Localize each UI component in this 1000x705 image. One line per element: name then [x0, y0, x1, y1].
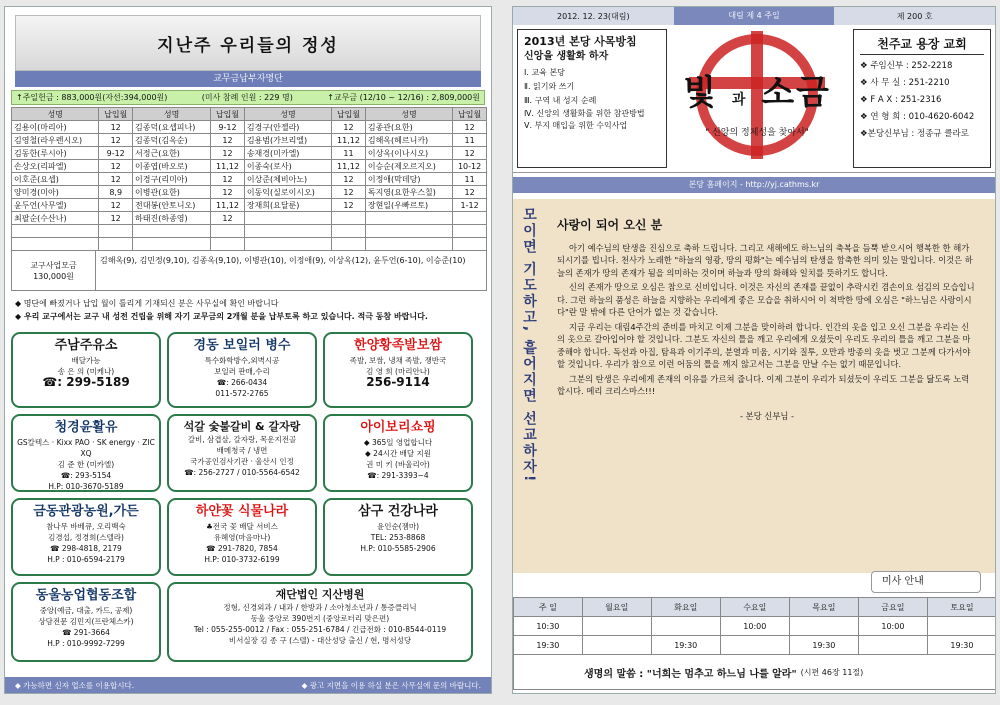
table-cell: 전대봉(안토니오): [133, 199, 211, 212]
bulletin-header: [513, 25, 995, 173]
ad-line: 상담전문 김민지(프란체스카): [38, 617, 134, 626]
table-cell: 송재경(미카엘): [244, 147, 331, 160]
table-cell: 12: [332, 173, 366, 186]
ad-card: [167, 332, 317, 408]
ad-line: 윤인순(젬마): [376, 522, 420, 531]
column-header: 성명: [133, 108, 211, 121]
ad-card: [167, 498, 317, 576]
policy-item: Ⅴ. 부지 매입을 위한 수익사업: [524, 121, 628, 130]
pastor-message-panel: [513, 199, 996, 573]
ad-line: 보일러 판매,수리: [214, 367, 270, 376]
table-cell: 9-12: [211, 121, 245, 134]
column-header: 납입월: [211, 108, 245, 121]
ad-line: ◆ 24시간 배달 지원: [365, 449, 431, 458]
ad-line: GS칼텍스 · Kixx PAO · SK energy · ZIC XQ: [17, 438, 155, 458]
message-paragraph: 그분의 탄생은 우리에게 존재의 이유를 가르쳐 줍니다. 이제 그분이 우리가 되셨듯이 우리도 그분을 닮도록 노력합시다. 메리 크리스마스!!!: [557, 373, 970, 396]
table-cell: 김종덕(김옥순): [133, 134, 211, 147]
table-cell: 9-12: [99, 147, 133, 160]
day-header: 화요일: [651, 598, 720, 617]
table-cell: [244, 238, 331, 251]
mass-time: [789, 617, 858, 636]
column-header: 납입월: [99, 108, 133, 121]
table-cell: 김용이(마리아): [12, 121, 99, 134]
mass-time: 19:30: [789, 636, 858, 655]
mass-row: [514, 636, 997, 655]
ad-business-name: 하얀꽃 식물나라: [195, 504, 289, 519]
issue-date: 2012. 12. 23(대림): [557, 11, 630, 21]
mass-time: 19:30: [651, 636, 720, 655]
table-cell: [99, 225, 133, 238]
contact-phone: ❖ 연 형 희 : 010-4620-6042: [860, 112, 975, 122]
table-cell: 11: [453, 134, 487, 147]
table-row: [12, 225, 487, 238]
logo-motto: " 신앙의 정체성을 찾아서": [705, 128, 809, 138]
ad-line: 유혜영(마음마나): [213, 533, 271, 542]
policy-subtitle: 신앙을 생활화 하자: [524, 51, 609, 62]
ad-line: 011-572-2765: [215, 389, 269, 398]
ad-card: [11, 414, 161, 492]
offering-subtitle: 교무금납부자명단: [15, 71, 481, 87]
ad-line: 참나무 바베큐, 오리백숙: [46, 522, 126, 531]
day-header: 주 일: [514, 598, 583, 617]
ad-line: Tel : 055-255-0012 / Fax : 055-251-6784 / 긴급전화 : 010-8544-0119: [193, 625, 447, 634]
policy-item: Ⅲ. 구역 내 성지 순례: [524, 96, 597, 105]
table-cell: 11,12: [332, 160, 366, 173]
table-cell: 김종덕(요셉피나): [133, 121, 211, 134]
column-header: 납입월: [453, 108, 487, 121]
ad-card: [323, 414, 473, 492]
word-text: 생명의 말씀 : "너희는 멈추고 하느님 나를 알라": [584, 668, 797, 680]
table-cell: 김영철(라우렌시오): [12, 134, 99, 147]
ad-card: [11, 498, 161, 576]
ad-line: 갈비, 삼겹살, 갈자랑, 목운지전골: [187, 435, 297, 444]
table-cell: 12: [453, 121, 487, 134]
table-row: [12, 121, 487, 134]
message-paragraph: 아기 예수님의 탄생을 진심으로 축하 드립니다. 그리고 새해에도 하느님의 축복을 듬뿍 받으시어 행복한 한 해가 되시기를 빕니다. 천사가 노래한 "하늘의 영광, 땅의 평화"는 예수님의 탄생을 함축한 의미 있는 말입니다. 이것은 하늘의 존재가 땅의 존재가 됨을 의미하는 것이며 하늘과 땅의 화해와 일치를 뜻하기도 합니다.: [557, 242, 973, 278]
ad-card: [11, 332, 161, 408]
table-cell: 이호준(요셉): [12, 173, 99, 186]
vertical-slogan: 모이면 기도하고, 흩어지면 선교하자!: [521, 207, 537, 484]
ad-business-name: 금동관광농원,가든: [33, 504, 139, 519]
ad-line: ☎: 293-5154: [60, 471, 112, 480]
table-cell: 12: [332, 186, 366, 199]
table-cell: [332, 225, 366, 238]
left-footer: [5, 677, 491, 693]
table-row: [12, 238, 487, 251]
ad-line: 256-9114: [366, 375, 430, 389]
table-cell: 12: [211, 134, 245, 147]
church-info-box: [853, 29, 991, 168]
ad-line: 배달가능: [71, 356, 101, 365]
mass-time: [651, 617, 720, 636]
table-cell: [211, 238, 245, 251]
fund-label: 교구사업모금: [30, 260, 77, 270]
tithe-total: ↑교무금 (12/10 ~ 12/16) : 2,809,000원: [327, 93, 480, 102]
table-cell: 최팔순(수산나): [12, 212, 99, 225]
ad-line: ☎ 298-4818, 2179: [50, 544, 122, 553]
ad-card: [167, 582, 473, 662]
day-header: 월요일: [582, 598, 651, 617]
pastor-message: [557, 219, 977, 422]
table-cell: 11: [453, 173, 487, 186]
table-cell: [453, 225, 487, 238]
mass-time: 19:30: [927, 636, 996, 655]
table-cell: [133, 225, 211, 238]
ad-line: 정형, 신경외과 / 내과 / 한방과 / 소아청소년과 / 통증클리닉: [223, 603, 417, 612]
tithe-table: [11, 107, 487, 251]
issue-bar: [513, 7, 995, 25]
mass-time: 10:00: [720, 617, 789, 636]
table-cell: 12: [332, 199, 366, 212]
table-row: [12, 199, 487, 212]
table-cell: 이동익(실로이시오): [244, 186, 331, 199]
ad-line: H.P: 010-3670-5189: [48, 482, 124, 491]
ad-line: ♣전국 꽃 배달 서비스: [206, 522, 278, 531]
ad-business-name: 한양황족발보쌈: [354, 338, 442, 353]
table-cell: [211, 225, 245, 238]
table-cell: 이종엽(바오로): [133, 160, 211, 173]
ad-card: [323, 332, 473, 408]
table-cell: 독지영(요한우스칠): [365, 186, 452, 199]
table-cell: 이경구(리미아): [133, 173, 211, 186]
diocese-fund-row: [11, 251, 487, 291]
table-cell: 이승순(제오르지오): [365, 160, 452, 173]
table-cell: 12: [99, 199, 133, 212]
ad-business-name: 경동 보일러 병수: [193, 338, 291, 353]
column-header: 성명: [244, 108, 331, 121]
table-cell: [365, 225, 452, 238]
ad-line: ☎: 256-2727 / 010-5564-6542: [184, 468, 300, 477]
logo-light: 빛: [683, 73, 718, 113]
offering-summary: [11, 90, 485, 105]
ad-line: ◆ 365일 영업합니다: [363, 438, 433, 447]
issue-number: 제 200 호: [896, 11, 933, 21]
table-cell: 서정근(요한): [133, 147, 211, 160]
ad-business-name: 삼구 건강나라: [358, 504, 438, 519]
homepage-link[interactable]: 본당 홈페이지 - http://yj.cathms.kr: [513, 177, 995, 193]
table-cell: 양미경(미아): [12, 186, 99, 199]
table-cell: 12: [99, 121, 133, 134]
right-page: [512, 6, 996, 694]
ad-line: 특수화학방수,외벽시공: [204, 356, 280, 365]
ad-line: H.P: 010-5585-2906: [360, 544, 436, 553]
table-cell: 하태진(하종영): [133, 212, 211, 225]
table-cell: 김동한(루시아): [12, 147, 99, 160]
note-building: ◆ 우리 교구에서는 교구 내 성전 건립을 위해 자기 교무금의 2개월 분을 납부토록 하고 있습니다. 적극 동참 바랍니다.: [15, 312, 428, 321]
sunday-offering-total: ↑주일헌금 : 883,000원(자선:394,000원): [16, 93, 168, 102]
table-cell: [453, 238, 487, 251]
table-cell: 장현일(우빠르토): [365, 199, 452, 212]
ad-line: 중앙(예금, 대출, 카드, 공제): [39, 606, 133, 615]
table-cell: 김해옥(헤르니카): [365, 134, 452, 147]
ad-card: [167, 414, 317, 492]
logo-salt: 소금: [761, 73, 831, 113]
table-cell: 장재희(요달룬): [244, 199, 331, 212]
table-cell: 이상옥(이나시오): [365, 147, 452, 160]
table-row: [12, 147, 487, 160]
ad-line: 국가공인검사기관 · 울산시 인정: [190, 457, 294, 466]
mass-time: [720, 636, 789, 655]
mass-time: 10:30: [514, 617, 583, 636]
ad-business-name: 재단법인 지산병원: [275, 588, 365, 601]
message-title: 사랑이 되어 오신 분: [557, 218, 663, 232]
table-cell: [332, 238, 366, 251]
ad-grid: [11, 332, 487, 662]
policy-item: Ⅱ. 읽기와 쓰기: [524, 82, 575, 91]
table-cell: [244, 212, 331, 225]
table-cell: 이종숙(로사): [244, 160, 331, 173]
table-cell: 손상오(리파엘): [12, 160, 99, 173]
table-cell: [365, 212, 452, 225]
office-phone: ❖ 사 무 실 : 251-2210: [860, 78, 950, 88]
table-cell: 김종관(요한): [365, 121, 452, 134]
ad-line: H.P : 010-6594-2179: [47, 555, 125, 564]
ad-business-name: 아이보리쇼핑: [360, 420, 436, 435]
ad-line: 김경섭, 정경희(스텔라): [48, 533, 124, 542]
word-of-life: [513, 654, 996, 690]
table-cell: 12: [99, 173, 133, 186]
mass-schedule-table: [513, 597, 996, 655]
ad-line: ☎ 291-3664: [62, 628, 110, 637]
table-cell: 12: [211, 186, 245, 199]
table-cell: 김경구(안젤라): [244, 121, 331, 134]
ad-business-name: 주남주유소: [54, 338, 118, 353]
ad-line: ☎: 291-3393~4: [367, 471, 429, 480]
table-row: [12, 134, 487, 147]
ad-line: ☎: 266-0434: [216, 378, 268, 387]
table-cell: 윤두언(사무엘): [12, 199, 99, 212]
ad-line: 김 영 희 (마리안나): [366, 367, 430, 376]
table-row: [12, 186, 487, 199]
day-header: 수요일: [720, 598, 789, 617]
mass-time: [927, 617, 996, 636]
fund-amount: 130,000원: [33, 271, 74, 281]
table-row: [12, 160, 487, 173]
fax-number: ❖ F A X : 251-2316: [860, 95, 942, 105]
mass-row: [514, 617, 997, 636]
notes: [15, 297, 481, 323]
table-cell: 12: [211, 212, 245, 225]
word-reference: (시편 46장 11절): [800, 667, 864, 677]
note-correction: ◆ 명단에 빠졌거나 납입 월이 틀리게 기재되신 분은 사무실에 확인 바랍니다: [15, 299, 279, 308]
ad-card: [11, 582, 161, 662]
policy-title: 2013년 본당 사목방침: [524, 35, 637, 48]
logo-and: 과: [731, 92, 748, 108]
policy-item: Ⅳ. 신앙의 생활화를 위한 참관방법: [524, 109, 645, 118]
ad-line: ☎: 299-5189: [42, 375, 130, 389]
mass-time: 10:00: [858, 617, 927, 636]
ad-line: 배메청국 / 냉면: [216, 446, 268, 455]
mass-time: 19:30: [514, 636, 583, 655]
left-page: [4, 6, 492, 694]
table-cell: 12: [99, 212, 133, 225]
policy-item: Ⅰ. 교육 본당: [524, 68, 565, 77]
table-cell: [99, 238, 133, 251]
ad-line: 동울 중앙로 390번지 (중앙로터리 맞은편): [250, 614, 390, 623]
table-cell: [453, 212, 487, 225]
ad-business-name: 청경윤활유: [54, 420, 118, 435]
table-cell: [244, 225, 331, 238]
assistant-priest: ❖본당신부님 : 정종규 클라로: [860, 129, 969, 139]
mass-time: [858, 636, 927, 655]
table-cell: 8,9: [99, 186, 133, 199]
mass-schedule-label: 미사 안내: [871, 571, 981, 593]
table-cell: 12: [99, 134, 133, 147]
table-cell: [12, 238, 99, 251]
ad-line: 족발, 보쌈, 냉채 족발, 쟁반국: [349, 356, 447, 365]
footer-note-right: ◆ 광고 지면을 이용 하실 분은 사무실에 문의 바랍니다.: [301, 680, 481, 690]
ad-line: ☎ 291-7820, 7854: [206, 544, 278, 553]
ad-line: 비서실장 김 종 구 (스텔) - 대산성당 출신 / 현, 명서성당: [228, 636, 412, 645]
day-header: 토요일: [927, 598, 996, 617]
ad-line: TEL: 253-8868: [370, 533, 426, 542]
table-cell: 12: [453, 147, 487, 160]
message-paragraph: 신의 존재가 땅으로 오심은 참으로 신비입니다. 이것은 자신의 존재를 끝없이 추락시킨 겸손이요 섬김의 모습입니다. 그런 하늘의 품성은 하늘을 지향하는 우리에게 좋은 모습을 취하시어 이 척박한 땅에 오심은 "하느님은 사랑이시다"란 말 밖에 다른 단어가 없는 것 같습니다.: [557, 282, 975, 317]
table-cell: 김용범(가브리엘): [244, 134, 331, 147]
pastoral-policy-box: [517, 29, 667, 168]
column-header: 성명: [12, 108, 99, 121]
table-cell: 12: [453, 186, 487, 199]
church-name: 천주교 용장 교회: [860, 34, 984, 55]
message-signature: - 본당 신부님 -: [740, 410, 794, 421]
pastor-phone: ❖ 주임신부 : 252-2218: [860, 61, 953, 71]
ad-card: [323, 498, 473, 576]
day-header: 목요일: [789, 598, 858, 617]
column-header: 납입월: [332, 108, 366, 121]
table-cell: 1-12: [453, 199, 487, 212]
table-row: [12, 212, 487, 225]
message-paragraph: 지금 우리는 대림4주간의 준비를 마치고 이제 그분을 맞이하려 합니다. 인간의 옷을 입고 오신 그분을 우리는 신의 옷으로 갈아입어야 할 것입니다. 그분도 자신의 틀을 깨고 우리에게 오셨듯이 우리도 우리의 틀을 깨고 그분을 마중해야 합니다. 독선과 아집, 탐욕과 이기주의, 분열과 미움, 시기와 질투, 오만과 방종의 옷을 벗고 그분께 다가서야 할 것입니다. 우리가 참으로 이런 어둠의 틀을 깨지 않고서는 그분을 만날 수는 없기 때문입니다.: [557, 321, 971, 369]
ad-business-name: 동울농업협동조합: [35, 588, 137, 603]
fund-donors: 김해옥(9), 김민정(9,10), 김종옥(9,10), 이병관(10), 이정애(9), 이상옥(12), 윤두언(6-10), 이승준(10): [100, 256, 466, 265]
table-cell: 이병관(요한): [133, 186, 211, 199]
ad-line: H.P : 010-9992-7299: [47, 639, 125, 648]
table-cell: 12: [211, 147, 245, 160]
table-cell: [365, 238, 452, 251]
table-cell: 11,12: [211, 160, 245, 173]
table-cell: [133, 238, 211, 251]
table-cell: 이정애(막데당): [365, 173, 452, 186]
footer-note-left: ◆ 가능하면 신자 업소를 이용합시다.: [15, 680, 135, 690]
table-cell: 이상준(체비아노): [244, 173, 331, 186]
ad-business-name: 석갈 숯불갈비 & 갈자랑: [183, 420, 301, 433]
offering-title: 지난주 우리들의 정성: [15, 15, 481, 71]
ad-line: H.P: 010-3732-6199: [204, 555, 280, 564]
ad-line: 송 은 의 (미케나): [57, 367, 115, 376]
ad-line: 권 미 키 (바울리아): [366, 460, 430, 469]
mass-attendance-count: (미사 참례 인원 : 229 명): [201, 93, 293, 102]
table-cell: 12: [99, 160, 133, 173]
bulletin-logo: [667, 25, 847, 172]
table-cell: 12: [211, 173, 245, 186]
column-header: 성명: [365, 108, 452, 121]
table-cell: [12, 225, 99, 238]
table-cell: 12: [332, 121, 366, 134]
table-row: [12, 173, 487, 186]
ad-line: 김 준 한 (미카엘): [57, 460, 115, 469]
table-cell: 11: [332, 147, 366, 160]
liturgical-week: 대림 제 4 주일: [674, 7, 835, 25]
day-header: 금요일: [858, 598, 927, 617]
table-cell: [332, 212, 366, 225]
mass-time: [582, 617, 651, 636]
table-cell: 11,12: [211, 199, 245, 212]
mass-time: [582, 636, 651, 655]
table-cell: 10-12: [453, 160, 487, 173]
table-cell: 11,12: [332, 134, 366, 147]
